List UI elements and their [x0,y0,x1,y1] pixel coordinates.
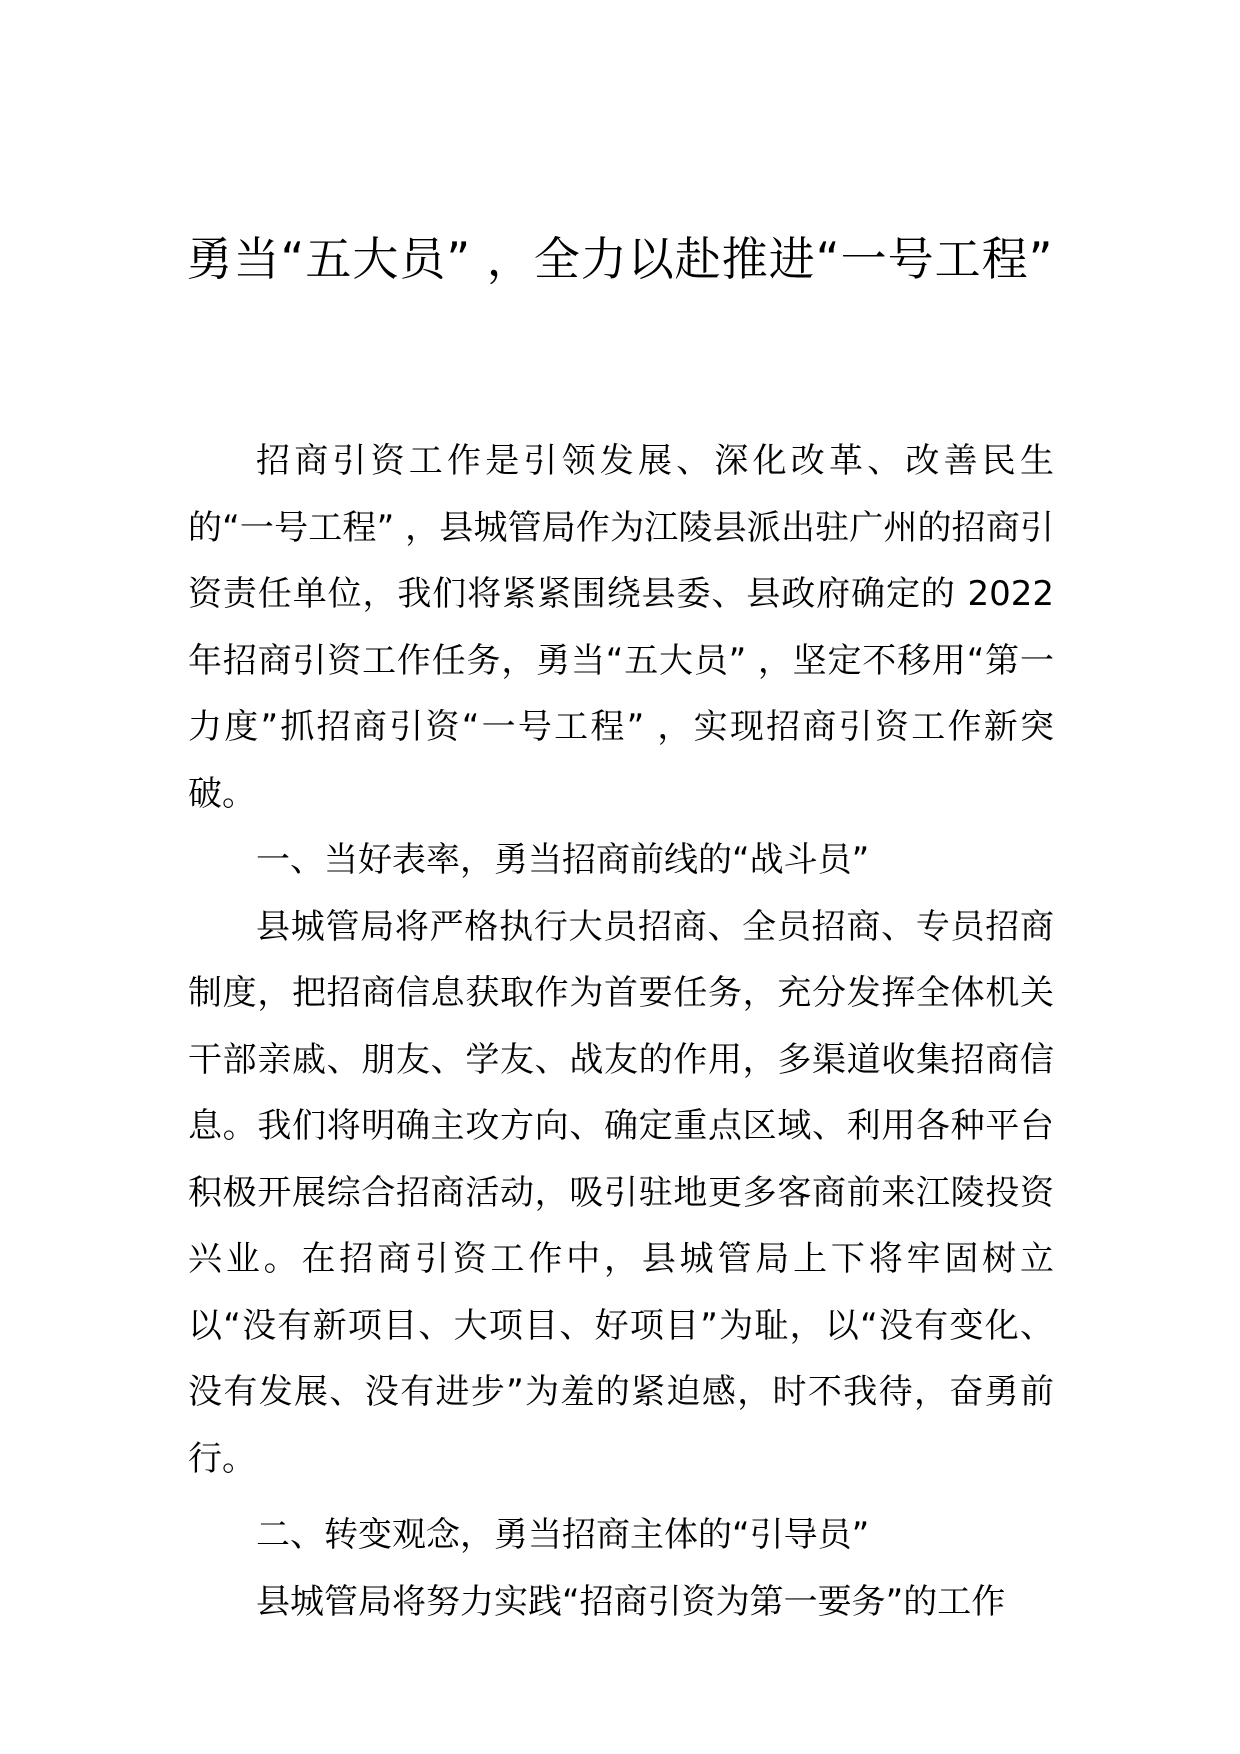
section-heading-1: 一、当好表率，勇当招商前线的“战斗员” [256,840,870,880]
document-body [188,428,1054,1635]
body-paragraph-section-1: 县城管局将严格执行大员招商、全员招商、专员招商制度，把招商信息获取作为首要任务，充分发挥全体机关干部亲戚、朋友、学友、战友的作用，多渠道收集招商信息。我们将明确主攻方向、确定重点区域、利用各种平台积极开展综合招商活动，吸引驻地更多客商前来江陵投资兴业。在招商引资工作中，县城管局上下将牢固树立以“没有新项目、大项目、好项目”为耻，以“没有变化、没有发展、没有进步”为羞的紧迫感，时不我待，奋勇前行。 [188,906,1054,1479]
document-title: 勇当“五大员” ，全力以赴推进“一号工程” [186,232,1054,286]
body-paragraph-intro: 招商引资工作是引领发展、深化改革、改善民生的“一号工程” ，县城管局作为江陵县派出驻广州的招商引资责任单位，我们将紧紧围绕县委、县政府确定的 2022 年招商引资工作任务，勇当“五大员” ，坚定不移用“第一力度”抓招商引资“一号工程” ，实现招商引资工作新突破。 [188,441,1054,814]
body-paragraph-section-2: 县城管局将努力实践“招商引资为第一要务”的工作 [256,1581,1006,1622]
section-heading-2: 二、转变观念，勇当招商主体的“引导员” [256,1515,870,1555]
